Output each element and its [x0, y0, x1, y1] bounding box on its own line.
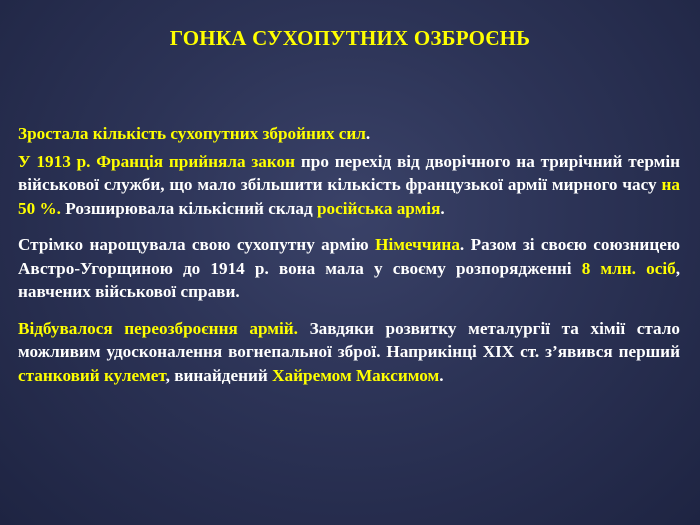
- paragraph-4: [18, 317, 680, 388]
- body-text: . Разом зі своєю союзницею Австро-Угорщиною до 1914 р. вона мала у своєму розпорядженні: [18, 235, 680, 278]
- body-text: Завдяки розвитку металургії та хімії стало можливим удосконалення вогнепальної зброї. Наприкінці XIX ст. з’явився перший: [18, 318, 681, 361]
- highlight-text: Відбувалося переозброєння армій.: [18, 318, 298, 338]
- highlight-text: Хайремом Максимом: [272, 365, 440, 385]
- paragraph-2: [18, 150, 680, 221]
- highlight-text: Зростала кількість сухопутних збройних сил: [18, 124, 366, 143]
- body-text: , навчених військової справи.: [18, 258, 680, 301]
- slide-title: ГОНКА СУХОПУТНИХ ОЗБРОЄНЬ: [169, 26, 531, 50]
- body-text: .: [440, 198, 445, 218]
- highlight-text: Німеччина: [375, 235, 460, 254]
- highlight-text: станковий кулемет: [18, 365, 166, 385]
- paragraph-3: [18, 233, 680, 304]
- body-text: про перехід від дворічного на трирічний термін військової служби, що мало збільшити кількість французької армії мирного часу: [18, 151, 680, 194]
- body-text: .: [365, 124, 371, 143]
- highlight-text: на 50 %.: [18, 175, 680, 218]
- body-text: , винайдений: [165, 365, 273, 385]
- body-text: Розширювала кількісний склад: [60, 198, 317, 218]
- highlight-text: 8 млн. осіб: [581, 258, 676, 278]
- slide-body: [18, 122, 680, 400]
- paragraph-1: [18, 122, 680, 146]
- body-text: Стрімко нарощувала свою сухопутну армію: [18, 235, 376, 254]
- highlight-text: У 1913 р. Франція прийняла закон: [18, 151, 296, 171]
- body-text: .: [439, 365, 444, 385]
- highlight-text: російська армія: [317, 198, 441, 218]
